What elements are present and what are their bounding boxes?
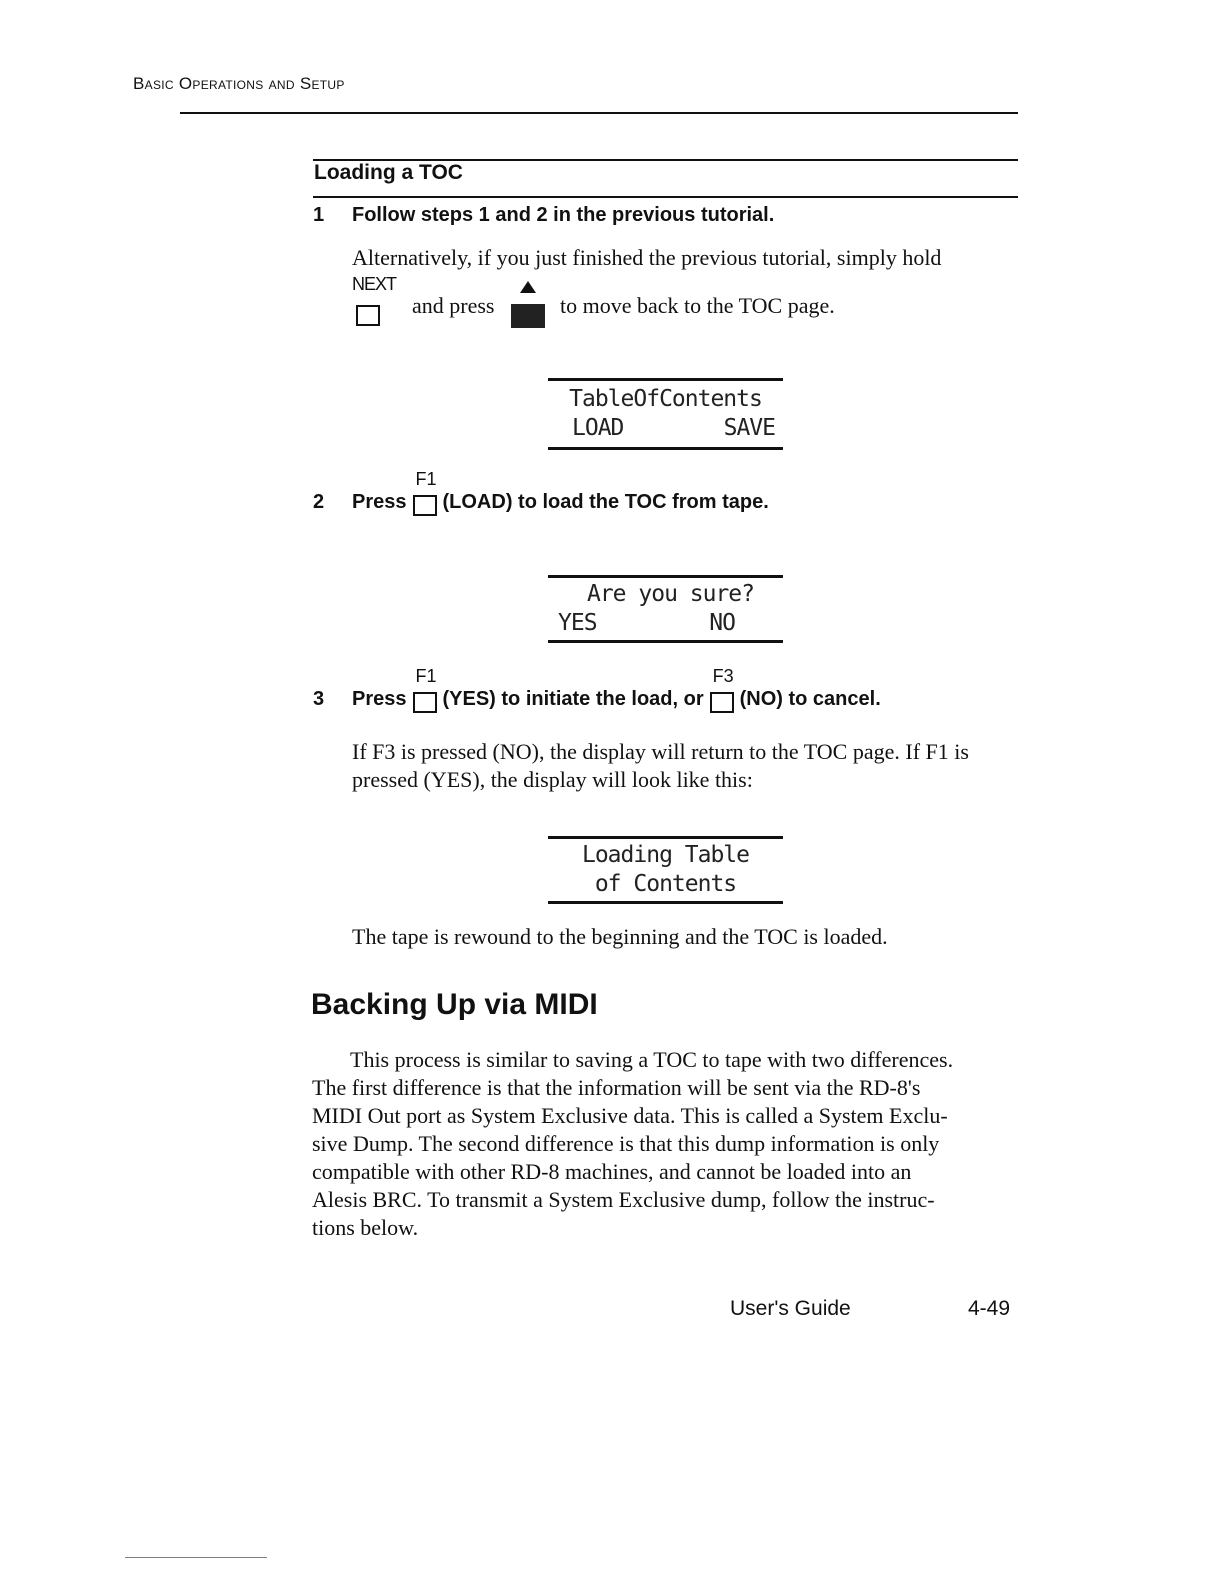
if-paragraph — [352, 738, 1062, 794]
lcd-loading-display — [548, 836, 783, 904]
next-key-label: NEXT — [352, 274, 397, 294]
step-1-number: 1 — [313, 204, 325, 226]
f1-key-label: F1 — [415, 469, 437, 489]
f1-key-icon — [413, 469, 437, 516]
step-3-text — [352, 666, 881, 713]
midi-heading: Backing Up via MIDI — [311, 988, 598, 1021]
f1-key-label: F1 — [415, 666, 437, 686]
lcd-line1: TableOfContents — [569, 386, 762, 412]
midi-line: sive Dump. The second difference is that this dump information is only — [312, 1131, 940, 1156]
step-3-post: (NO) to cancel. — [739, 688, 881, 710]
alt-text-line1: Alternatively, if you just finished the previous tutorial, simply hold — [352, 245, 942, 270]
midi-line: MIDI Out port as System Exclusive data. This is called a System Exclu- — [312, 1103, 948, 1128]
lcd-toc-display — [548, 378, 783, 450]
step-2-text — [352, 469, 769, 516]
lcd-line1: Are you sure? — [586, 581, 754, 607]
after-text: The tape is rewound to the beginning and the TOC is loaded. — [352, 924, 888, 949]
f3-key-icon — [710, 666, 734, 713]
next-key-icon — [356, 305, 380, 326]
footer-page-number: 4-49 — [968, 1297, 1011, 1320]
and-press-text: and press — [412, 293, 495, 318]
alt-text-rest: to move back to the TOC page. — [560, 293, 835, 318]
up-key-icon — [511, 304, 545, 328]
step-3-number: 3 — [313, 688, 325, 710]
lcd-line2: of Contents — [594, 871, 737, 897]
f1-key-icon — [413, 666, 437, 713]
running-header: Basic Operations and Setup — [133, 74, 345, 93]
section-title: Loading a TOC — [314, 161, 463, 184]
footer-guide: User's Guide — [730, 1297, 851, 1320]
lcd-no: NO — [709, 610, 735, 636]
lcd-save: SAVE — [723, 415, 775, 441]
midi-line: tions below. — [312, 1215, 419, 1240]
midi-line: The first difference is that the information will be sent via the RD-8's — [312, 1075, 921, 1100]
if-line2: pressed (YES), the display will look like this: — [352, 767, 753, 792]
midi-line: This process is similar to saving a TOC to tape with two differences. — [350, 1047, 954, 1072]
lcd-confirm-display — [548, 575, 783, 643]
step-2-number: 2 — [313, 491, 325, 513]
midi-line: compatible with other RD-8 machines, and cannot be loaded into an — [312, 1159, 912, 1184]
step-1-text: Follow steps 1 and 2 in the previous tutorial. — [352, 204, 775, 226]
lcd-line1: Loading Table — [581, 842, 749, 868]
lcd-load: LOAD — [572, 415, 624, 441]
lcd-yes: YES — [558, 610, 597, 636]
step-3-mid: (YES) to initiate the load, or — [442, 688, 704, 710]
section-rule-bottom — [313, 196, 1018, 198]
midi-paragraph — [312, 1046, 1022, 1242]
step-2-post: (LOAD) to load the TOC from tape. — [442, 491, 769, 513]
scan-edge-line — [125, 1557, 267, 1558]
f3-key-label: F3 — [712, 666, 734, 686]
midi-line: Alesis BRC. To transmit a System Exclusive dump, follow the instruc- — [312, 1187, 935, 1212]
step-2-pre: Press — [352, 491, 407, 513]
step-3-pre: Press — [352, 688, 407, 710]
up-arrow-icon — [520, 281, 536, 293]
if-line1: If F3 is pressed (NO), the display will return to the TOC page. If F1 is — [352, 739, 969, 764]
header-rule — [180, 112, 1018, 114]
